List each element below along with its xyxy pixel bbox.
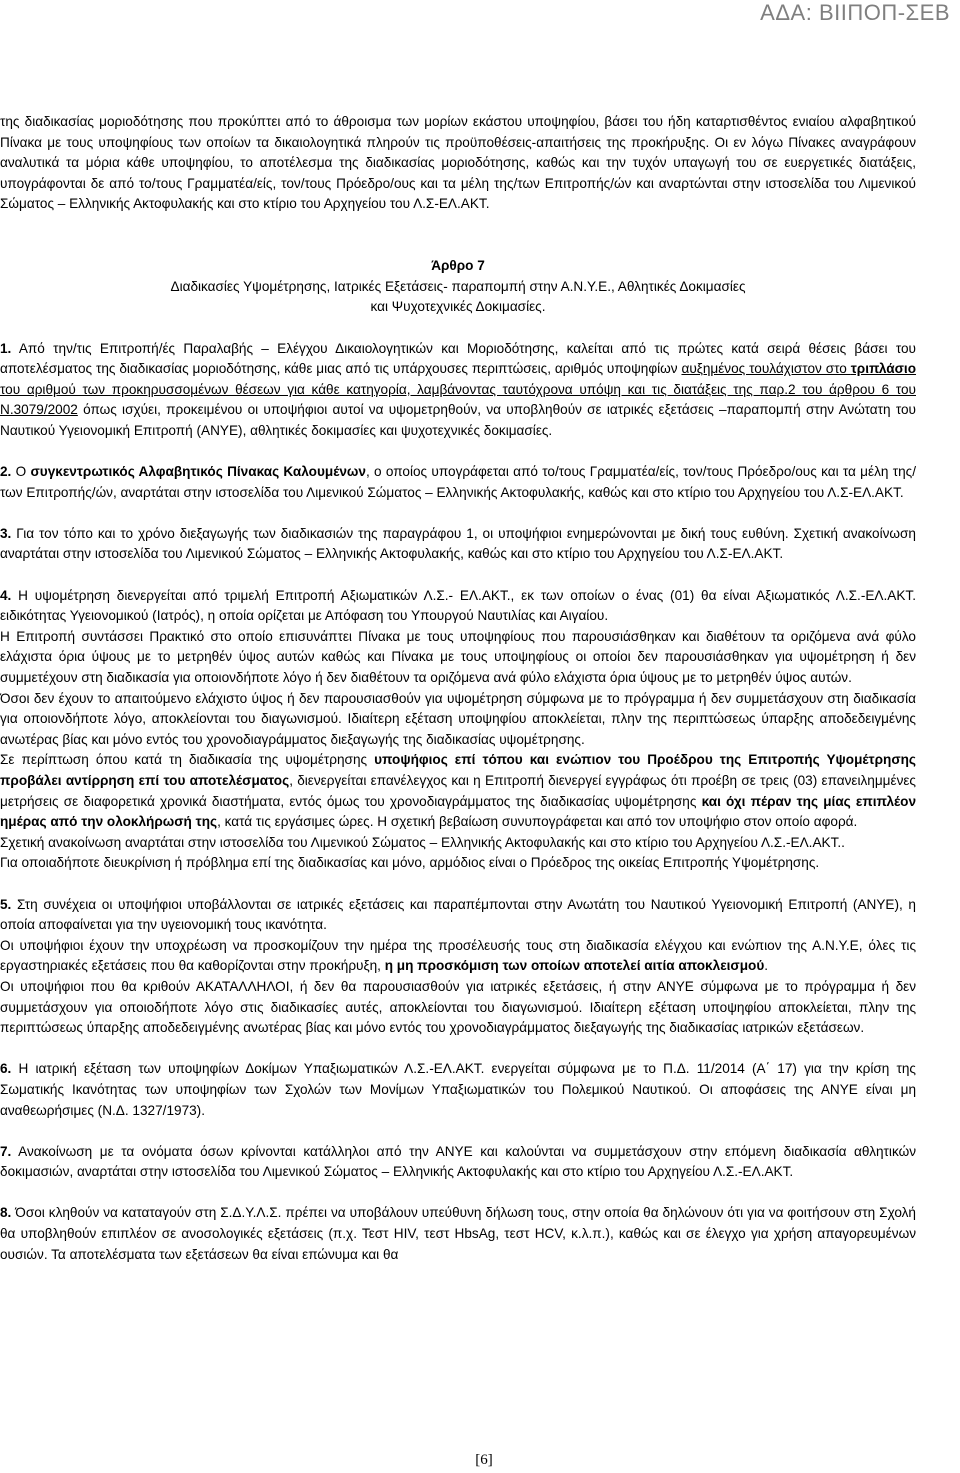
paragraph-4-announcement: Σχετική ανακοίνωση αναρτάται στην ιστοσελίδα του Λιμενικού Σώματος – Ελληνικής Ακτοφυλακής και στο κτίριο του Αρχηγείου Λ.Σ.-ΕΛ.ΑΚΤ.. — [0, 834, 845, 850]
paragraph-number: 7. — [0, 1143, 12, 1159]
paragraph-5: 5. Στη συνέχεια οι υποψήφιοι υποβάλλονται σε ιατρικές εξετάσεις και παραπέμπονται στην Ανωτάτη του Ναυτικού Υγειονομική Επιτροπή (ΑΝΥΕ), η οποία αποφαίνεται για την υγειονομική τους ικανότητα. — [0, 896, 916, 933]
paragraph-3: 3. Για τον τόπο και το χρόνο διεξαγωγής των διαδικασιών της παραγράφου 1, οι υποψήφιοι ενημερώνονται με δική τους ευθύνη. Σχετική ανακοίνωση αναρτάται στην ιστοσελίδα του Λιμενικού Σώματος – Ελληνικής Ακτοφυλακής, καθώς και στο κτίριο του Αρχηγείου του Λ.Σ-ΕΛ.ΑΚΤ. — [0, 525, 916, 562]
page-number: [6] — [475, 1452, 493, 1468]
paragraph-4: 4. Η υψομέτρηση διενεργείται από τριμελή Επιτροπή Αξιωματικών Λ.Σ.- ΕΛ.ΑΚΤ., εκ των οποίων ο ένας (01) θα είναι Αξιωματικός Λ.Σ.-ΕΛ.ΑΚΤ. ειδικότητας Υγειονομικού (Ιατρός), η οποία ορίζεται με Απόφαση του Υπουργού Ναυτιλίας και Αιγαίου. — [0, 587, 916, 624]
paragraph-6: 6. Η ιατρική εξέταση των υποψηφίων Δοκίμων Υπαξιωματικών Λ.Σ.-ΕΛ.ΑΚΤ. ενεργείται σύμφωνα με το Π.Δ. 11/2014 (Α΄ 17) για την κρίση της Σωματικής Ικανότητας των υποψηφίων των Σχολών των Μονίμων Υπαξιωματικών του Πολεμικού Ναυτικού. Οι αποφάσεις της ΑΝΥΕ είναι μη αναθεωρήσιμες (Ν.Δ. 1327/1973). — [0, 1061, 916, 1118]
paragraph-4-exclusion: Όσοι δεν έχουν το απαιτούμενο ελάχιστο ύψος ή δεν παρουσιασθούν για υψομέτρηση σύμφωνα με το πρόγραμμα ή δεν συμμετάσχουν στη διαδικασία για οποιονδήποτε λόγο, αποκλείονται του διαγωνισμού. Ιδιαίτερη εξέταση υποψηφίου αποκλείεται, πλην της περιπτώσεως ύπαρξης αποδεδειγμένης ανωτέρας βίας και μόνο εντός του χρονοδιαγράμματος διεξαγωγής της διαδικασίας υψομέτρησης. — [0, 690, 916, 747]
paragraph-5-exclusion: Οι υποψήφιοι που θα κριθούν ΑΚΑΤΑΛΛΗΛΟΙ, ή δεν θα παρουσιασθούν για ιατρικές εξετάσεις, ή στην ΑΝΥΕ σύμφωνα με το πρόγραμμα ή δεν συμμετάσχουν για οποιοδήποτε λόγο στις διαδικασίες αυτές, αποκλείονται του διαγωνισμού. Ιδιαίτερη εξέταση υποψηφίου αποκλείεται, πλην της περιπτώσεως ύπαρξης αποδεδειγμένης ανωτέρας βίας και μόνο εντός του χρονοδιαγράμματος διεξαγωγής της διαδικασίας ιατρικών εξετάσεων. — [0, 978, 916, 1036]
ada-watermark: ΑΔΑ: ΒΙΙΠΟΠ-ΣΕΒ — [760, 0, 950, 25]
paragraph-2: 2. Ο συγκεντρωτικός Αλφαβητικός Πίνακας Καλουμένων, ο οποίος υπογράφεται από το/τους Γραμματέα/είς, τον/τους Πρόεδρο/ους και τα μέλη της/των Επιτροπής/ών, αναρτάται στην ιστοσελίδα του Λιμενικού Σώματος – Ελληνικής Ακτοφυλακής, καθώς και στο κτίριο του Αρχηγείου του Λ.Σ-ΕΛ.ΑΚΤ. — [0, 464, 916, 500]
paragraph-4-objection: Σε περίπτωση όπου κατά τη διαδικασία της υψομέτρησης υποψήφιος επί τόπου και ενώπιον του Προέδρου της Επιτροπής Υψομέτρησης προβάλει αντίρρηση επί του αποτελέσματος, διενεργείται επανέλεγχος και η Επιτροπή διενεργεί εγγράφως ότι προέβη σε τρεις (03) επανειλημμένες μετρήσεις σε διαφορετικά χρονικά διαστήματα, εντός όμως του χρονοδιαγράμματος της διαδικασίας υψομέτρησης και όχι πέραν της μίας επιπλέον ημέρας από την ολοκλήρωσή της, κατά τις εργάσιμες ώρες. Η σχετική βεβαίωση συνυπογράφεται και από τον υποψήφιο στον οποίο αφορά. — [0, 752, 917, 830]
paragraph-4-clarification: Για οποιαδήποτε διευκρίνιση ή πρόβλημα επί της διαδικασίας και μόνο, αρμόδιος είναι ο Πρόεδρος της οικείας Επιτροπής Υψομέτρησης. — [0, 855, 820, 871]
paragraph-4-report: Η Επιτροπή συντάσσει Πρακτικό στο οποίο επισυνάπτει Πίνακα με τους υποψηφίους που παρουσιάσθηκαν και διαθέτουν τα οριζόμενα ανά φύλο ελάχιστα όρια ύψους με το μετρηθέν ύψος αυτών καθώς και Πίνακα με τους υποψηφίους οι οποίοι δεν παρουσιάσθηκαν για υψομέτρηση ή δεν συμμετέχουν στη διαδικασία για οποιονδήποτε λόγο ή δεν διαθέτουν τα οριζόμενα ανά φύλο ελάχιστα όρια ύψους με το μετρηθέν ύψος αυτών. — [0, 628, 916, 686]
intro-paragraph: της διαδικασίας μοριοδότησης που προκύπτει από το άθροισμα των μορίων εκάστου υποψηφίου, βάσει του ήδη καταρτισθέντος ενιαίου αλφαβητικού Πίνακα με τους υποψηφίους των οποίων τα δικαιολογητικά πληρούν τις προϋποθέσεις-απαιτήσεις της προκήρυξης. Οι εν λόγω Πίνακες αναγράφουν αναλυτικά τα μόρια κάθε υποψηφίου, το αποτέλεσμα της διαδικασίας μοριοδότησης, καθώς και την τυχόν υπαγωγή του σε ευεργετικές διατάξεις, υπογράφονται δε από το/τους Γραμματέα/είς, τον/τους Πρόεδρο/ους και τα μέλη της/των Επιτροπής/ών και αναρτώνται στην ιστοσελίδα του Λιμενικού Σώματος – Ελληνικής Ακτοφυλακής και στο κτίριο του Αρχηγείου του Λ.Σ-ΕΛ.ΑΚΤ. — [0, 114, 916, 212]
paragraph-number: 2. — [0, 464, 12, 480]
article-heading: Άρθρο 7 — [431, 258, 485, 274]
paragraph-number: 8. — [0, 1205, 12, 1221]
paragraph-1: 1. Από την/τις Επιτροπή/ές Παραλαβής – Ελέγχου Δικαιολογητικών και Μοριοδότησης, καλείται από τις πρώτες κατά σειρά θέσεις βάσει του αποτελέσματος της διαδικασίας μοριοδότησης, κάθε μιας από τις υπάρχουσες περιπτώσεις, αριθμός υποψηφίων αυξημένος τουλάχιστον στο τριπλάσιο του αριθμού των προκηρυσσομένων θέσεων για κάθε κατηγορία, λαμβάνοντας ταυτόχρονα υπόψη και τις διατάξεις της παρ.2 του άρθρου 6 του Ν.3079/2002 όπως ισχύει, προκειμένου οι υποψήφιοι αυτοί να υψομετρηθούν, να υποβληθούν σε ιατρικές εξετάσεις –παραπομπή στην Ανώτατη του Ναυτικού Υγειονομική Επιτροπή (ΑΝΥΕ), αθλητικές δοκιμασίες και ψυχοτεχνικές δοκιμασίες. — [0, 340, 917, 438]
paragraph-number: 3. — [0, 525, 12, 541]
paragraph-number: 4. — [0, 587, 12, 603]
paragraph-number: 1. — [0, 340, 12, 356]
paragraph-7: 7. Ανακοίνωση με τα ονόματα όσων κρίνονται κατάλληλοι από την ΑΝΥΕ και καλούνται να συμμετάσχουν στην επόμενη διαδικασία αθλητικών δοκιμασιών, αναρτάται στην ιστοσελίδα του Λιμενικού Σώματος – Ελληνικής Ακτοφυλακής και στο κτίριο του Αρχηγείου Λ.Σ.-ΕΛ.ΑΚΤ. — [0, 1143, 916, 1180]
article-subtitle-line2: και Ψυχοτεχνικές Δοκιμασίες. — [370, 299, 546, 315]
paragraph-5-lab-tests: Οι υποψήφιοι έχουν την υποχρέωση να προσκομίζουν την ημέρα της προσέλευσής τους στη διαδικασία ελέγχου και ενώπιον της Α.Ν.Υ.Ε, όλες τις εργαστηριακές εξετάσεις που θα καθορίζονται στην προκήρυξη, η μη προσκόμιση των οποίων αποτελεί αιτία αποκλεισμού. — [0, 937, 916, 974]
document-body — [0, 112, 916, 1265]
article-subtitle-line1: Διαδικασίες Υψομέτρησης, Ιατρικές Εξετάσεις- παραπομπή στην Α.Ν.Υ.Ε., Αθλητικές Δοκιμασίες — [170, 278, 746, 294]
paragraph-8: 8. Όσοι κληθούν να καταταγούν στη Σ.Δ.Υ.Λ.Σ. πρέπει να υποβάλουν υπεύθυνη δήλωση τους, στην οποία θα δηλώνουν ότι για να φοιτήσουν στη Σχολή θα υποβληθούν επιπλέον σε ανοσολογικές εξετάσεις (π.χ. Τεστ HIV, τεστ HbsAg, τεστ HCV, κ.λ.π.), καθώς και σε έλεγχο για χρήση απαγορευμένων ουσιών. Τα αποτελέσματα των εξετάσεων θα είναι επώνυμα και θα — [0, 1205, 916, 1262]
paragraph-number: 5. — [0, 896, 12, 912]
paragraph-number: 6. — [0, 1061, 12, 1077]
